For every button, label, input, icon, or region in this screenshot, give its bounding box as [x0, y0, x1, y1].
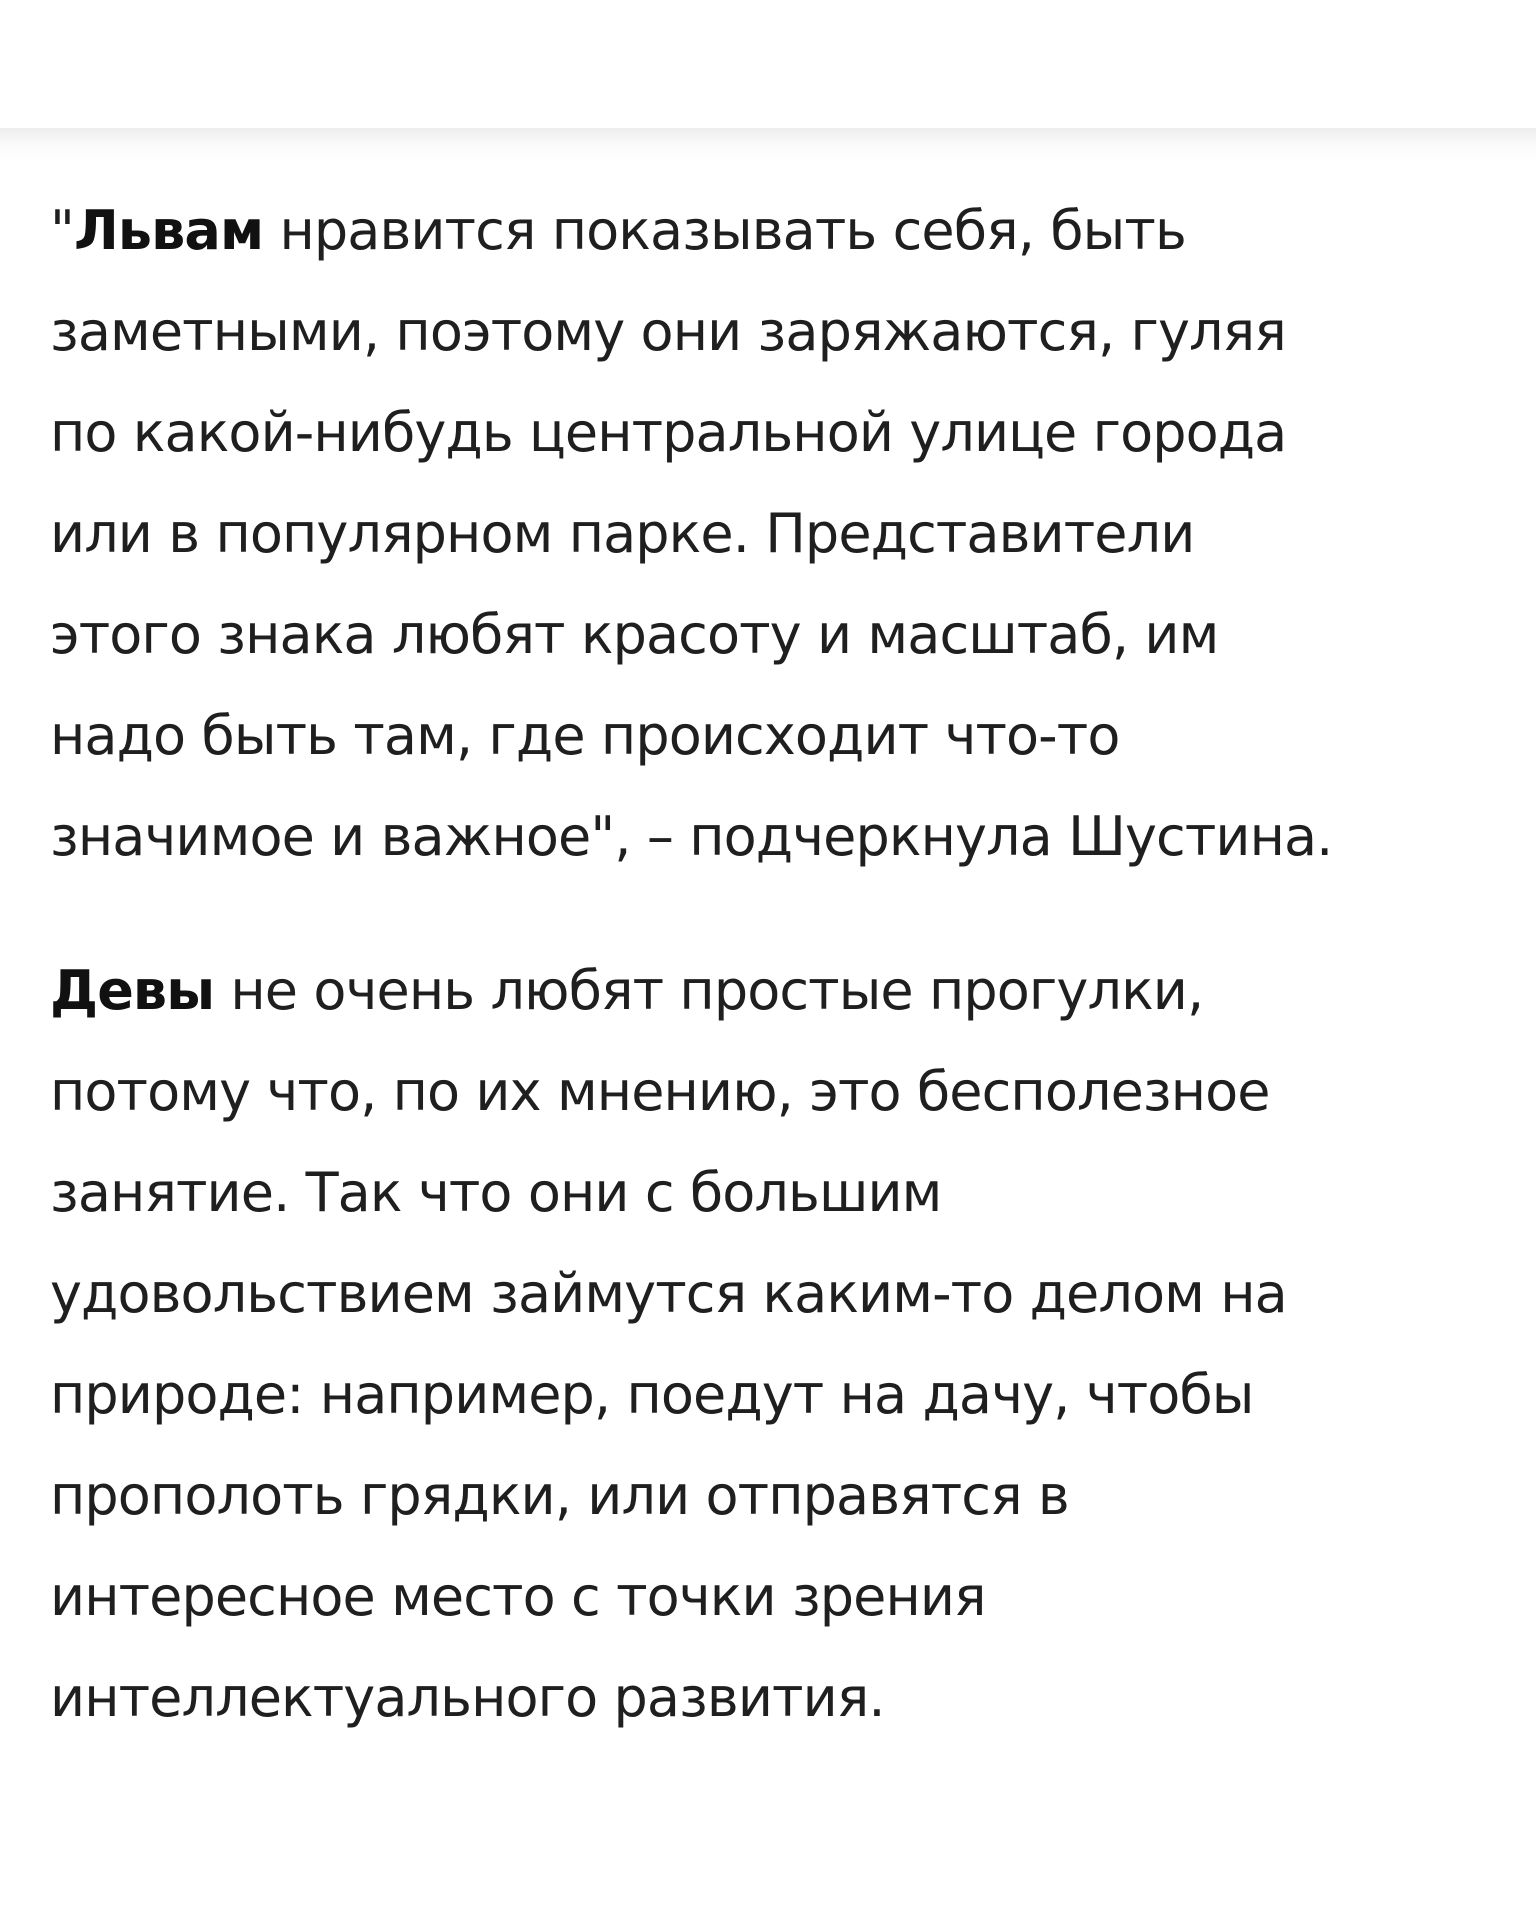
paragraph-line: прополоть грядки, или отправятся в — [50, 1464, 1069, 1527]
paragraph-line: удовольствием займутся каким-то делом на — [50, 1262, 1287, 1325]
zodiac-name-lions: Львам — [73, 199, 264, 262]
paragraph-line: значимое и важное", – подчеркнула Шустина. — [50, 805, 1333, 868]
paragraph-line: интересное место с точки зрения — [50, 1565, 986, 1628]
paragraph-virgos — [50, 940, 1470, 1748]
opening-quote: " — [50, 199, 74, 262]
paragraph-line: по какой-нибудь центральной улице города — [50, 401, 1287, 464]
paragraph-line: этого знака любят красоту и масштаб, им — [50, 603, 1219, 666]
paragraph-line: Девы не очень любят простые прогулки, — [50, 959, 1204, 1022]
paragraph-line: или в популярном парке. Представители — [50, 502, 1195, 565]
paragraph-lions — [50, 180, 1470, 887]
paragraph-line: надо быть там, где происходит что-то — [50, 704, 1120, 767]
paragraph-line: природе: например, поедут на дачу, чтобы — [50, 1363, 1254, 1426]
top-bar — [0, 0, 1536, 135]
article-body — [50, 180, 1470, 1748]
zodiac-name-virgos: Девы — [50, 959, 215, 1022]
paragraph-line: заметными, поэтому они заряжаются, гуляя — [50, 300, 1286, 363]
paragraph-line: "Львам нравится показывать себя, быть — [50, 199, 1186, 262]
paragraph-line: занятие. Так что они с большим — [50, 1161, 942, 1224]
paragraph-line: потому что, по их мнению, это бесполезное — [50, 1060, 1270, 1123]
top-bar-shadow — [0, 128, 1536, 162]
paragraph-line: интеллектуального развития. — [50, 1666, 885, 1729]
